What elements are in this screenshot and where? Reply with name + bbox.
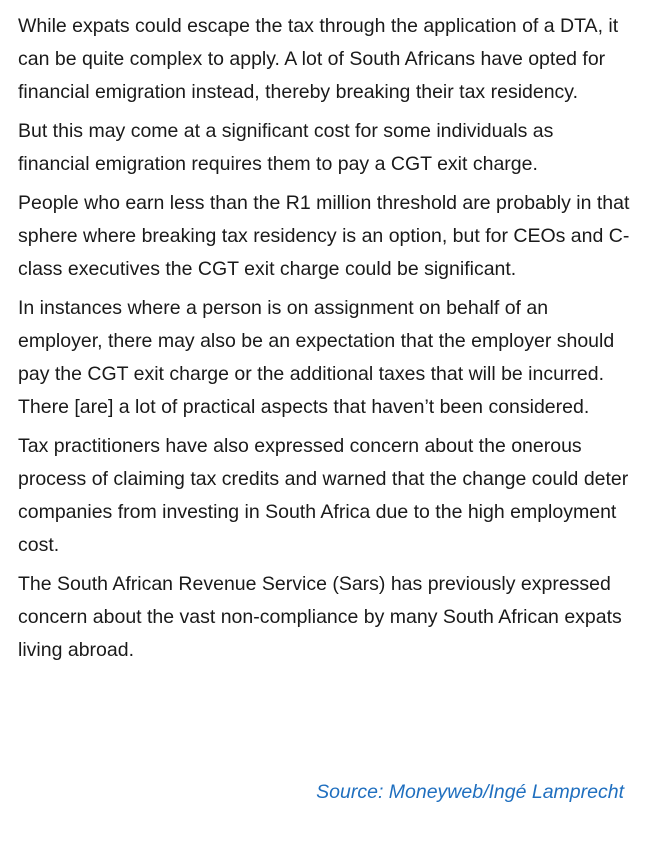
paragraph-tax-practitioners: Tax practitioners have also expressed concern about the onerous process of claiming tax credits and warned that the change could deter companies from investing in South Africa due to the high employment cost. (18, 435, 629, 556)
paragraph-sars-concern: The South African Revenue Service (Sars) has previously expressed concern about the vast non-compliance by many South African expats living abroad. (18, 573, 622, 661)
source-attribution: Source: Moneyweb/Ingé Lamprecht (316, 781, 624, 803)
paragraph-r1-million-threshold: People who earn less than the R1 million threshold are probably in that sphere where breaking tax residency is an option, but for CEOs and C-class executives the CGT exit charge could be significant. (18, 192, 630, 280)
paragraph-employer-assignment: In instances where a person is on assignment on behalf of an employer, there may also be an expectation that the employer should pay the CGT exit charge or the additional taxes that will be incurred. There [are] a lot of practical aspects that haven’t been considered. (18, 297, 615, 418)
paragraph-financial-emigration-cost: But this may come at a significant cost for some individuals as financial emigration requires them to pay a CGT exit charge. (18, 120, 554, 175)
paragraph-dta: While expats could escape the tax through the application of a DTA, it can be quite complex to apply. A lot of South Africans have opted for financial emigration instead, thereby breaking their tax residency. (18, 15, 619, 103)
article-body (18, 10, 630, 673)
